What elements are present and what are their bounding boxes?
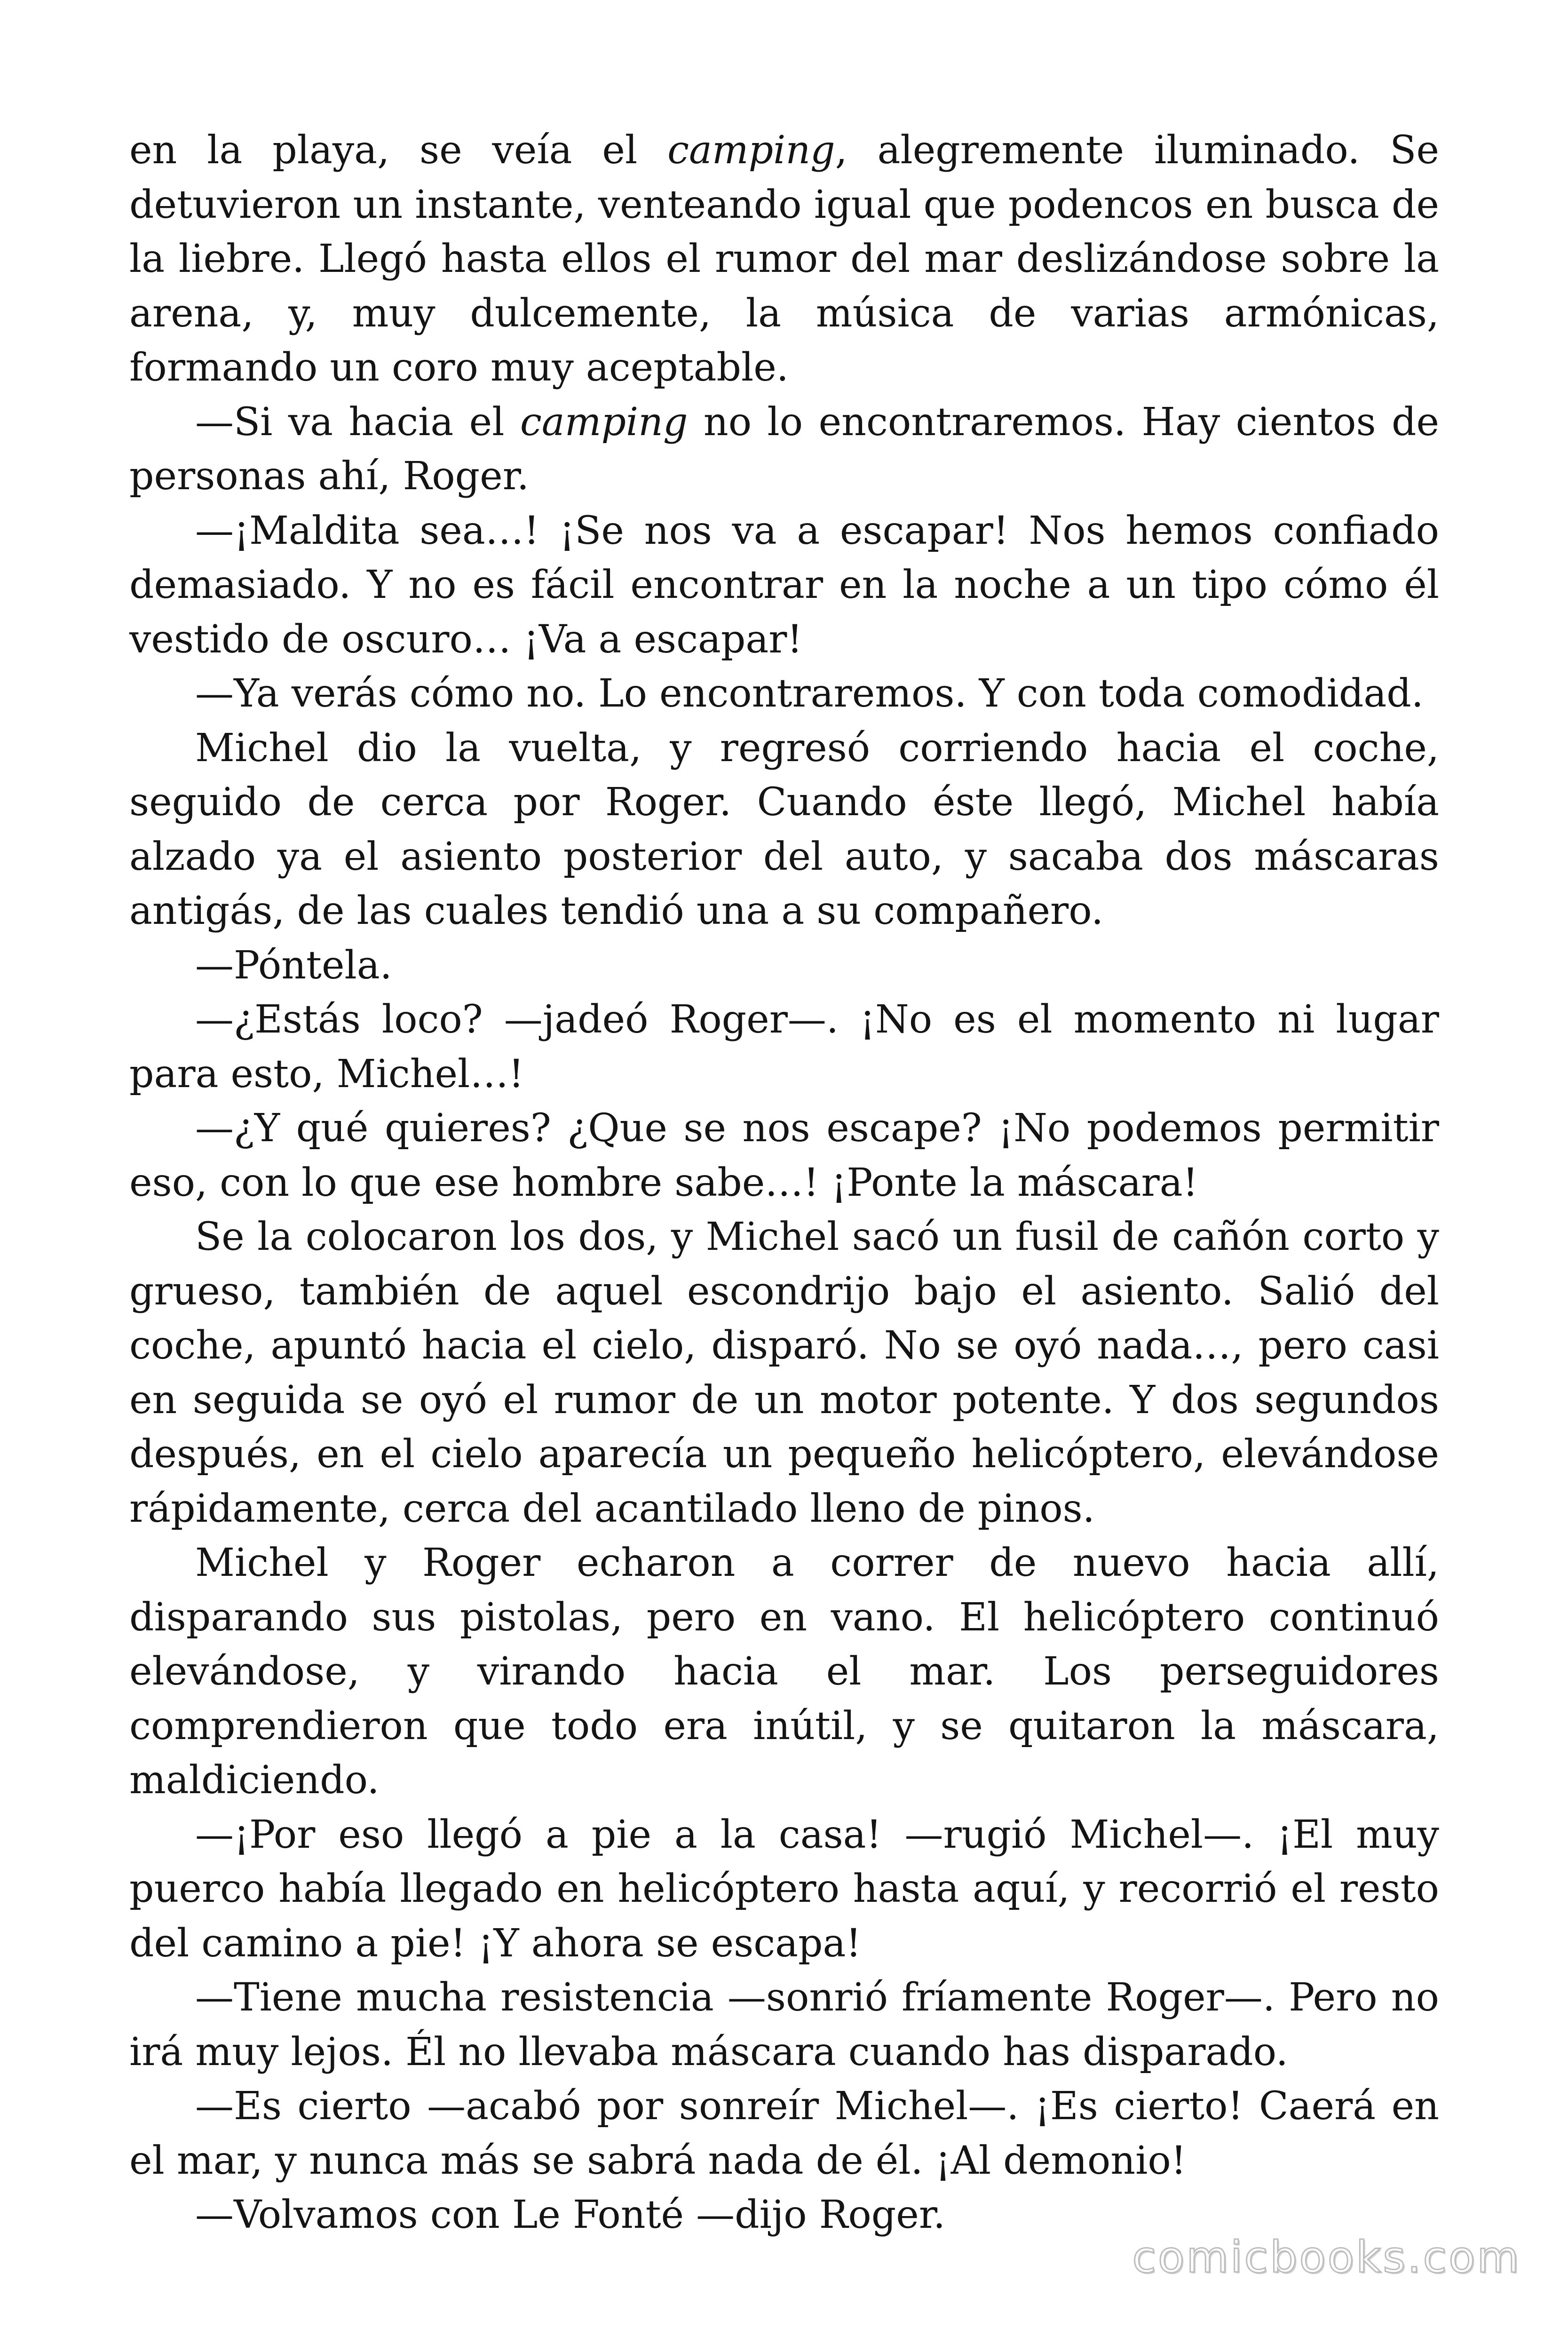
- text-run: —Volvamos con Le Fonté —dijo Roger.: [195, 2193, 946, 2237]
- paragraph: [129, 667, 1439, 721]
- italic-term: camping: [667, 128, 835, 173]
- text-run: —Póntela.: [195, 943, 392, 988]
- text-run: Se la colocaron los dos, y Michel sacó un fusil de cañón corto y grueso, también de aquel escondrijo bajo el asiento. Salió del coche, apuntó hacia el cielo, disparó. No se oyó nada…, pero casi en seguida se oyó el rumor de un motor potente. Y dos segundos después, en el cielo aparecía un pequeño helicóptero, elevándose rápidamente, cerca del acantilado lleno de pinos.: [129, 1215, 1439, 1531]
- text-run: —¡Por eso llegó a pie a la casa! —rugió Michel—. ¡El muy puerco había llegado en helicóptero hasta aquí, y recorrió el resto del camino a pie! ¡Y ahora se escapa!: [129, 1812, 1439, 1966]
- paragraph: [129, 1971, 1439, 2079]
- text-run: , alegremente iluminado. Se detuvieron un instante, venteando igual que podencos en busca de la liebre. Llegó hasta ellos el rumor del mar deslizándose sobre la arena, y, muy dulcemente, la música de varias armónicas, formando un coro muy aceptable.: [129, 128, 1439, 390]
- text-run: —¿Estás loco? —jadeó Roger—. ¡No es el momento ni lugar para esto, Michel…!: [129, 997, 1439, 1097]
- paragraph: [129, 993, 1439, 1101]
- paragraph: [129, 395, 1439, 504]
- book-page-text: [129, 123, 1439, 2242]
- text-run: —Si va hacia el: [195, 399, 520, 445]
- text-run: —Tiene mucha resistencia —sonrió fríamente Roger—. Pero no irá muy lejos. Él no llevaba máscara cuando has disparado.: [129, 1975, 1439, 2074]
- paragraph: [129, 721, 1439, 938]
- paragraph: [129, 123, 1439, 395]
- paragraph: [129, 1101, 1439, 1210]
- text-run: Michel y Roger echaron a correr de nuevo hacia allí, disparando sus pistolas, pero en vano. El helicóptero continuó elevándose, y virando hacia el mar. Los perseguidores comprendieron que todo era inútil, y se quitaron la máscara, maldiciendo.: [129, 1541, 1439, 1803]
- paragraph: [129, 2079, 1439, 2188]
- text-run: —¿Y qué quieres? ¿Que se nos escape? ¡No podemos permitir eso, con lo que ese hombre sabe…! ¡Ponte la máscara!: [129, 1106, 1439, 1205]
- text-run: en la playa, se veía el: [129, 128, 668, 173]
- watermark: comicbooks.com: [1132, 2232, 1521, 2282]
- paragraph: [129, 1210, 1439, 1536]
- text-run: —Es cierto —acabó por sonreír Michel—. ¡Es cierto! Caerá en el mar, y nunca más se sabrá nada de él. ¡Al demonio!: [129, 2084, 1439, 2183]
- paragraph: [129, 504, 1439, 667]
- italic-term: camping: [520, 399, 688, 445]
- paragraph: [129, 1536, 1439, 1808]
- text-run: Michel dio la vuelta, y regresó corriendo hacia el coche, seguido de cerca por Roger. Cuando éste llegó, Michel había alzado ya el asiento posterior del auto, y sacaba dos máscaras antigás, de las cuales tendió una a su compañero.: [129, 725, 1439, 933]
- paragraph: [129, 938, 1439, 993]
- text-run: —¡Maldita sea…! ¡Se nos va a escapar! Nos hemos confiado demasiado. Y no es fácil encontrar en la noche a un tipo cómo él vestido de oscuro… ¡Va a escapar!: [129, 508, 1439, 662]
- text-run: —Ya verás cómo no. Lo encontraremos. Y con toda comodidad.: [195, 671, 1424, 716]
- paragraph: [129, 1808, 1439, 1971]
- text-run: no lo encontraremos. Hay cientos de personas ahí, Roger.: [129, 399, 1439, 499]
